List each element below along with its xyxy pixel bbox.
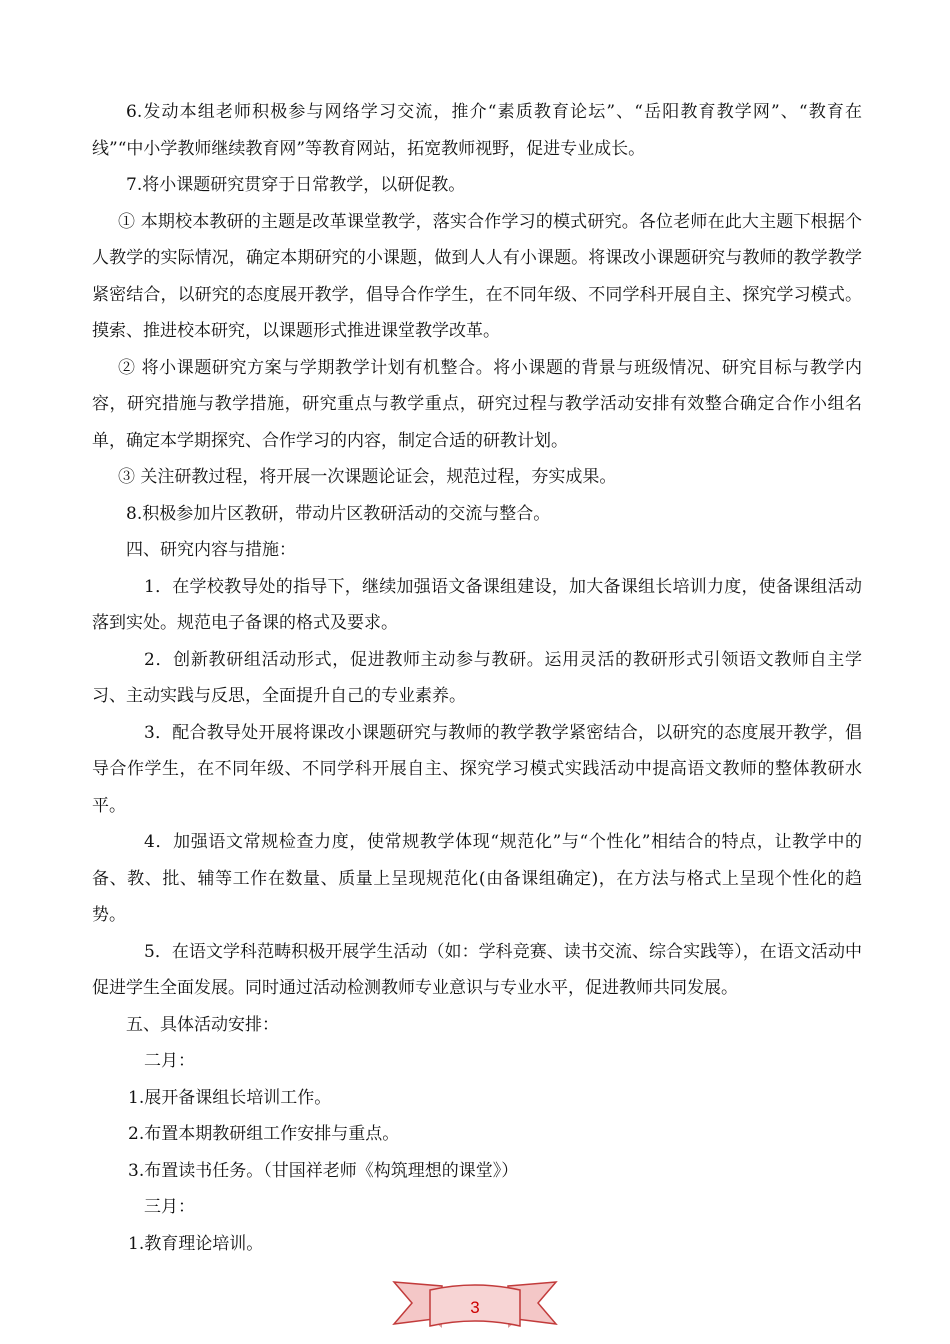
schedule-item: 3.布置读书任务。（甘国祥老师《构筑理想的课堂》） <box>128 1160 519 1181</box>
paragraph-subitem-1: ① 本期校本教研的主题是改革课堂教学，落实合作学习的模式研究。各位老师在此大主题下根据个人教学的实际情况，确定本期研究的小课题，做到人人有小课题。将课改小课题研究与教师的教学教学紧密结合，以研究的态度展开教学，倡导合作学生，在不同年级、不同学科开展自主、探究学习模式。摸索、推进校本研究，以课题形式推进课堂教学改革。 <box>92 211 862 341</box>
schedule-item: 2.布置本期教研组工作安排与重点。 <box>128 1124 400 1144</box>
schedule-item: 1.教育理论培训。 <box>128 1233 264 1254</box>
measure-item-4: 4．加强语文常规检查力度，使常规教学体现“规范化”与“个性化”相结合的特点，让教学中的备、教、批、辅等工作在数量、质量上呈现规范化(由备课组确定)，在方法与格式上呈现个性化的趋势。 <box>92 832 862 925</box>
measure-item-2: 2．创新教研组活动形式，促进教师主动参与教研。运用灵活的教研形式引领语文教师自主学习、主动实践与反思，全面提升自己的专业素养。 <box>92 649 862 706</box>
paragraph-item-6: 6.发动本组老师积极参与网络学习交流，推介“素质教育论坛”、“岳阳教育教学网”、“教育在线”“中小学教师继续教育网”等教育网站，拓宽教师视野，促进专业成长。 <box>92 102 862 159</box>
measure-item-1: 1．在学校教导处的指导下，继续加强语文备课组建设，加大备课组长培训力度，使备课组活动落到实处。规范电子备课的格式及要求。 <box>92 576 862 633</box>
measure-item-3: 3．配合教导处开展将课改小课题研究与教师的教学教学紧密结合，以研究的态度展开教学，倡导合作学生，在不同年级、不同学科开展自主、探究学习模式实践活动中提高语文教师的整体教研水平。 <box>92 722 862 816</box>
paragraph-item-8: 8.积极参加片区教研，带动片区教研活动的交流与整合。 <box>126 503 551 524</box>
page-number: 3 <box>470 1298 480 1317</box>
section-heading-4: 四、研究内容与措施： <box>126 540 296 560</box>
month-heading-march: 三月： <box>144 1197 195 1217</box>
schedule-item: 1.展开备课组长培训工作。 <box>128 1087 332 1108</box>
document-body <box>92 94 862 1262</box>
measure-item-5: 5．在语文学科范畴积极开展学生活动（如：学科竞赛、读书交流、综合实践等），在语文活动中促进学生全面发展。同时通过活动检测教师专业意识与专业水平，促进教师共同发展。 <box>92 941 862 998</box>
paragraph-subitem-3: ③ 关注研教过程，将开展一次课题论证会，规范过程，夯实成果。 <box>118 467 617 487</box>
section-heading-5: 五、具体活动安排： <box>126 1014 279 1035</box>
month-heading-february: 二月： <box>144 1051 195 1071</box>
paragraph-item-7: 7.将小课题研究贯穿于日常教学，以研促教。 <box>126 175 466 195</box>
paragraph-subitem-2: ② 将小课题研究方案与学期教学计划有机整合。将小课题的背景与班级情况、研究目标与教学内容，研究措施与教学措施，研究重点与教学重点，研究过程与教学活动安排有效整合确定合作小组名单，确定本学期探究、合作学习的内容，制定合适的研教计划。 <box>92 357 862 451</box>
